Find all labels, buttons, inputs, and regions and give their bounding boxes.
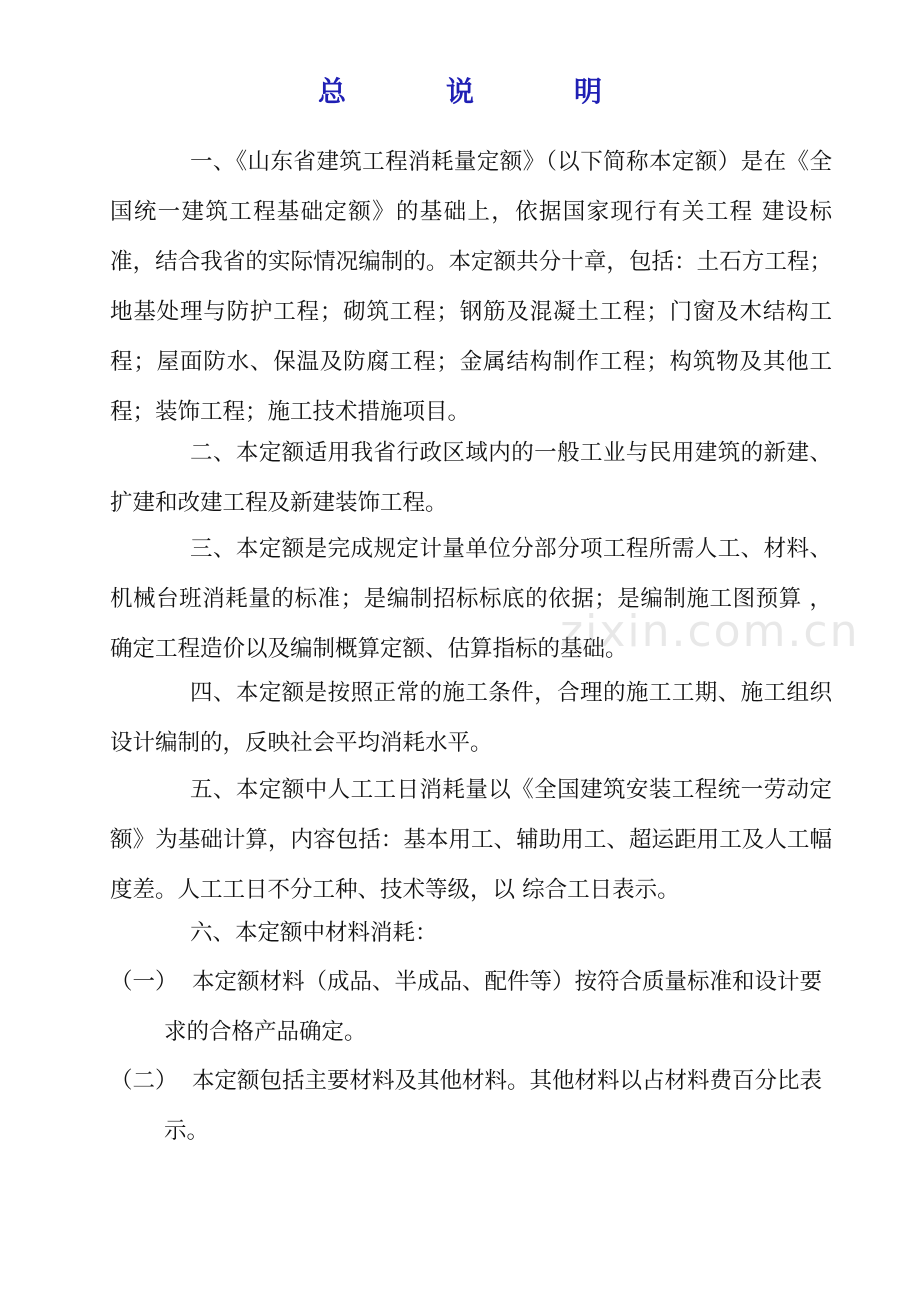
paragraph-1: 一、《山东省建筑工程消耗量定额》（以下简称本定额）是在《全国统一建筑工程基础定额》的基础上，依据国家现行有关工程 建设标准，结合我省的实际情况编制的。本定额共分十章，包括：土石方工程；地基处理与防护工程；砌筑工程；钢筋及混凝土工程；门窗及木结构工程；屋面防水、保温及防腐工程；金属结构制作工程；构筑物及其他工程；装饰工程；施工技术措施项目。: [110, 149, 832, 425]
paragraph-2: 二、本定额适用我省行政区域内的一般工业与民用建筑的新建、扩建和改建工程及新建装饰工程。: [110, 440, 832, 516]
paragraph-5: 五、本定额中人工工日消耗量以《全国建筑安装工程统一劳动定额》为基础计算，内容包括：基本用工、辅助用工、超运距用工及人工幅度差。人工工日不分工种、技术等级，以 综合工日表示。: [110, 777, 832, 903]
sub-item-continuation: 求的合格产品确定。: [164, 1019, 367, 1045]
page-title: 总 说 明: [317, 75, 638, 108]
paragraph-3: 三、本定额是完成规定计量单位分部分项工程所需人工、材料、机械台班消耗量的标准；是编制招标标底的依据；是编制施工图预算 ，确定工程造价以及编制概算定额、估算指标的基础。: [110, 536, 832, 662]
watermark: zixin.com.cn: [560, 606, 860, 657]
paragraph-4: 四、本定额是按照正常的施工条件，合理的施工工期、施工组织设计编制的，反映社会平均消耗水平。: [110, 680, 832, 756]
sub-item-text: 本定额材料（成品、半成品、配件等）按符合质量标准和设计要: [192, 969, 823, 995]
sub-item-marker: （二）: [110, 1068, 178, 1094]
sub-item-marker: （一）: [110, 969, 178, 995]
sub-item-continuation: 示。: [164, 1118, 210, 1144]
sub-item-text: 本定额包括主要材料及其他材料。其他材料以占材料费百分比表: [192, 1068, 823, 1094]
paragraph-6: 六、本定额中材料消耗：: [190, 920, 438, 946]
